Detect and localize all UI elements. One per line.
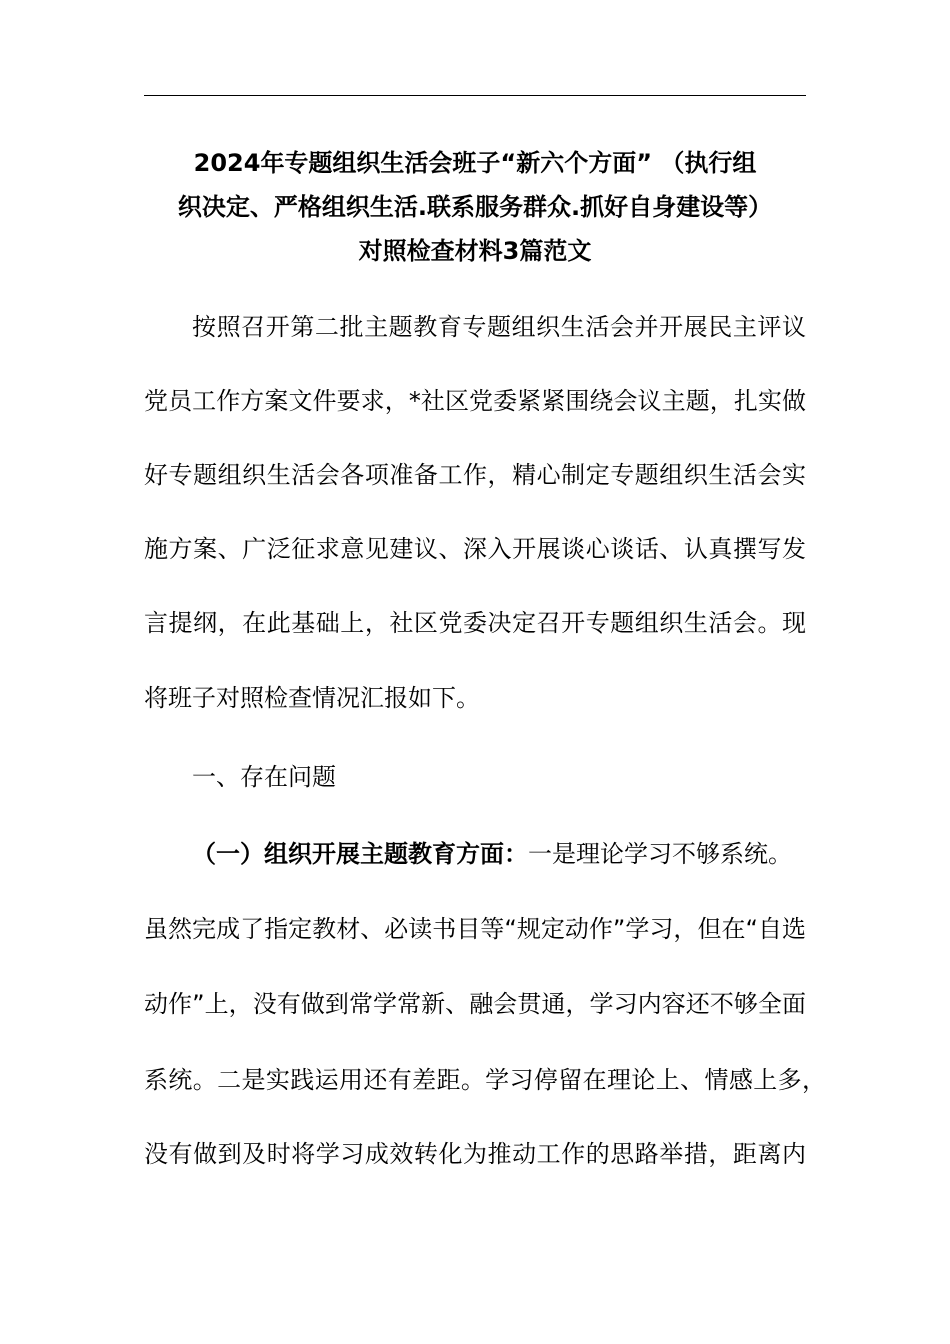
subsection-lead: 一是理论学习不够系统。 <box>528 840 792 868</box>
body-line-1: 虽然完成了指定教材、必读书目等“规定动作”学习，但在“自选 <box>144 915 806 943</box>
body-line-3: 系统。二是实践运用还有差距。学习停留在理论上、情感上多， <box>144 1066 826 1094</box>
intro-line-5: 言提纲，在此基础上，社区党委决定召开专题组织生活会。现 <box>144 609 806 637</box>
subsection-label: （一）组织开展主题教育方面： <box>192 840 528 868</box>
body-line-4: 没有做到及时将学习成效转化为推动工作的思路举措，距离内 <box>144 1140 806 1168</box>
section-heading: 一、存在问题 <box>192 763 336 791</box>
title-line-3: 对照检查材料3篇范文 <box>358 237 592 265</box>
intro-line-6: 将班子对照检查情况汇报如下。 <box>144 684 480 712</box>
header-rule <box>144 95 806 96</box>
title-line-2: 织决定、严格组织生活.联系服务群众.抓好自身建设等） <box>177 193 773 221</box>
subsection-line <box>192 839 806 869</box>
intro-line-3: 好专题组织生活会各项准备工作，精心制定专题组织生活会实 <box>144 461 806 489</box>
intro-line-4: 施方案、广泛征求意见建议、深入开展谈心谈话、认真撰写发 <box>144 535 806 563</box>
title-line-1: 2024年专题组织生活会班子“新六个方面” （执行组 <box>193 149 757 177</box>
body-line-2: 动作”上，没有做到常学常新、融会贯通，学习内容还不够全面 <box>144 990 806 1018</box>
intro-line-2: 党员工作方案文件要求，*社区党委紧紧围绕会议主题，扎实做 <box>144 387 806 415</box>
intro-line-1: 按照召开第二批主题教育专题组织生活会并开展民主评议 <box>192 313 806 341</box>
